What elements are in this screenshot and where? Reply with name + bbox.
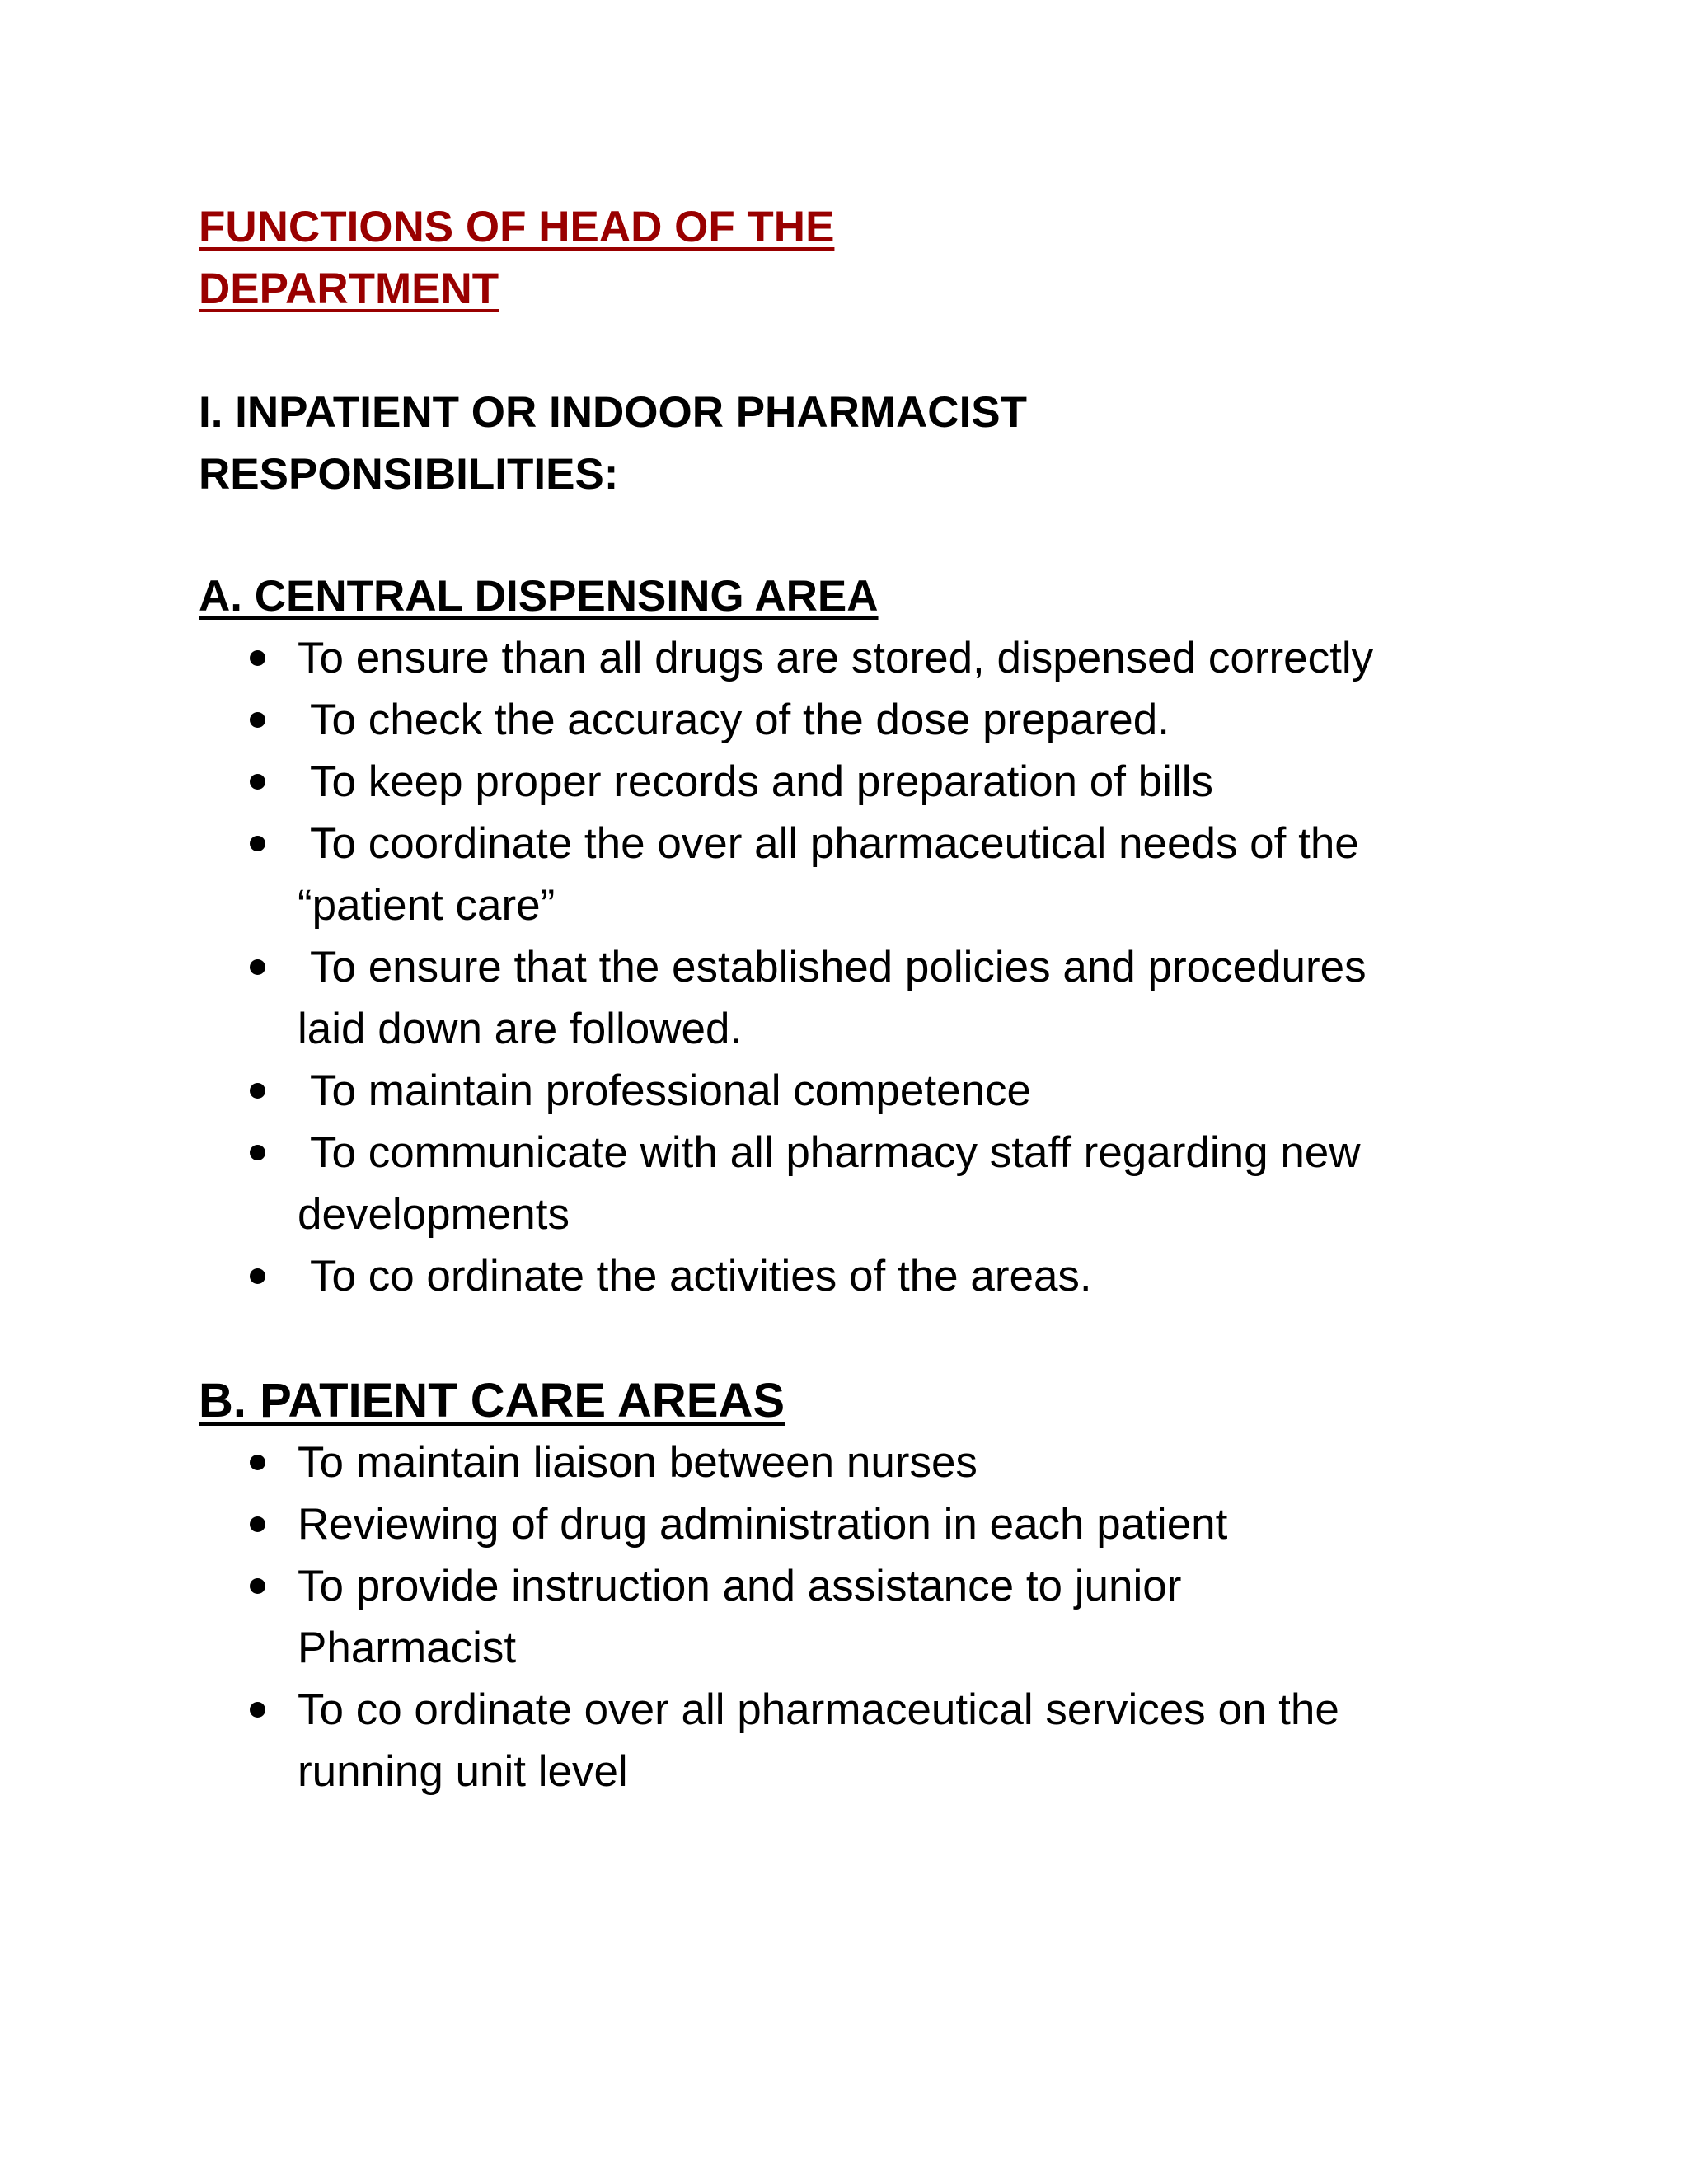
list-item xyxy=(0,1432,1484,1493)
list-item-text: To coordinate the over all pharmaceutical needs of the xyxy=(310,819,1359,868)
list-item xyxy=(0,1122,1484,1245)
list-item-text: To communicate with all pharmacy staff regarding new xyxy=(310,1128,1361,1177)
subsection-b-list xyxy=(0,1432,1484,1802)
bullet-icon xyxy=(250,1145,265,1160)
list-item xyxy=(0,1493,1484,1555)
list-item xyxy=(0,813,1484,936)
section-heading-line: RESPONSIBILITIES: xyxy=(199,450,619,499)
bullet-icon xyxy=(250,836,265,851)
section-heading-line: I. INPATIENT OR INDOOR PHARMACIST xyxy=(199,388,1028,437)
list-item-text-continued: laid down are followed. xyxy=(298,1005,743,1053)
list-item xyxy=(0,1555,1484,1679)
list-item xyxy=(0,1060,1484,1122)
bullet-icon xyxy=(250,774,265,790)
list-item-text-continued: “patient care” xyxy=(298,881,556,930)
list-item-text: To provide instruction and assistance to junior xyxy=(298,1562,1182,1610)
bullet-icon xyxy=(250,1702,265,1718)
list-item-text-continued: developments xyxy=(298,1190,570,1239)
list-item-text: To keep proper records and preparation of bills xyxy=(310,757,1213,806)
bullet-icon xyxy=(250,1268,265,1284)
list-item-text: To check the accuracy of the dose prepared. xyxy=(310,696,1170,744)
document-title xyxy=(199,196,1105,320)
list-item-text: To maintain liaison between nurses xyxy=(298,1438,978,1487)
list-item xyxy=(0,936,1484,1060)
list-item-text: To ensure than all drugs are stored, dispensed correctly xyxy=(298,634,1374,682)
bullet-icon xyxy=(250,1578,265,1594)
bullet-icon xyxy=(250,959,265,975)
list-item xyxy=(0,689,1484,751)
subsection-a-list xyxy=(0,627,1484,1307)
list-item xyxy=(0,751,1484,813)
document-title-line: FUNCTIONS OF HEAD OF THE xyxy=(199,203,835,251)
list-item xyxy=(0,627,1484,689)
document-title-line: DEPARTMENT xyxy=(199,265,499,313)
list-item-text: To maintain professional competence xyxy=(310,1066,1031,1115)
list-item-text: Reviewing of drug administration in each patient xyxy=(298,1500,1228,1549)
list-item xyxy=(0,1679,1484,1802)
section-heading xyxy=(199,382,1353,505)
bullet-icon xyxy=(250,1455,265,1470)
bullet-icon xyxy=(250,1516,265,1532)
subsection-a-heading: A. CENTRAL DISPENSING AREA xyxy=(199,572,879,621)
list-item xyxy=(0,1245,1484,1307)
list-item-text: To ensure that the established policies and procedures xyxy=(310,943,1367,991)
bullet-icon xyxy=(250,712,265,728)
list-item-text-continued: Pharmacist xyxy=(298,1624,517,1672)
list-item-text: To co ordinate over all pharmaceutical services on the xyxy=(298,1685,1339,1734)
list-item-text: To co ordinate the activities of the areas. xyxy=(310,1252,1092,1301)
bullet-icon xyxy=(250,1083,265,1099)
list-item-text-continued: running unit level xyxy=(298,1747,628,1796)
subsection-b-heading: B. PATIENT CARE AREAS xyxy=(199,1374,785,1427)
bullet-icon xyxy=(250,650,265,666)
